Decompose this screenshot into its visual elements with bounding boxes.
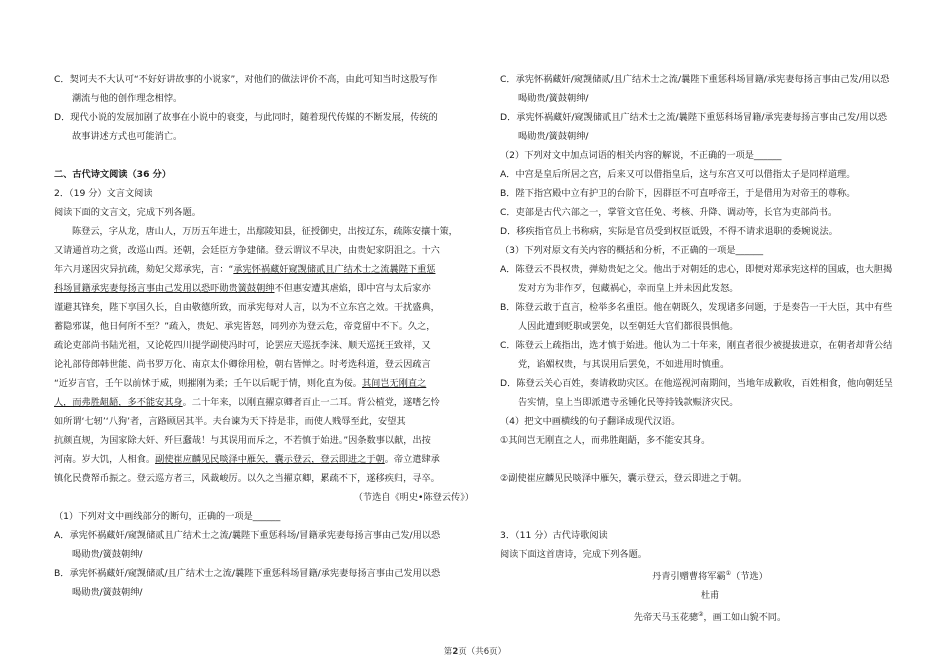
poem-line-text: ，画工如山貌不同。 bbox=[703, 612, 787, 624]
q2-3-option-d-line2: 告实情，皇上当即派遣寺丞锺化民等持钱款赈济灾民。 bbox=[518, 397, 739, 408]
q2-1-option-a-line2: 喝勋贵/簧鼓朝绅/ bbox=[72, 549, 143, 560]
footer-mid: 页（共 bbox=[458, 647, 484, 657]
option-c-line1: C．契诃夫不大认可“不好好讲故事的小说家”，对他们的做法评价不高，由此可知当时这股写作 bbox=[54, 74, 438, 85]
option-d-line1: D．现代小说的发展加剧了故事在小说中的衰变，与此同时，随着现代传媒的不断发展，传统的 bbox=[54, 112, 438, 123]
question-2-2: （2）下列对文中加点词语的相关内容的解说，不正确的一项是______ bbox=[500, 150, 782, 161]
q2-2-option-b: B．陛下指宫殿中立有护卫的台阶下，因群臣不可直呼帝王，于是借用为对帝王的尊称。 bbox=[500, 188, 856, 199]
q2-2-option-a: A．中宫是皇后所居之宫，后来又可以借指皇后，这与东宫又可以借指太子是同样道理。 bbox=[500, 169, 856, 180]
q2-3-option-c-line1: C．陈登云上疏指出，选才慎于始进。他认为二十年来，刚直者很少被提拔进京，在朝者却背公结 bbox=[500, 340, 893, 351]
passage-line: 论礼部侍郎韩世能、尚书罗万化、南京太仆卿徐用检，朝右皆惮之。时考选科道，登云因疏言 bbox=[54, 359, 431, 370]
underlined-passage: 承宪怀祸藏奸窥觊储贰且广结术士之流曩陛下重惩 bbox=[233, 264, 436, 275]
poem-title bbox=[500, 564, 920, 586]
q2-1-option-b-line2: 喝勋贵/簧鼓朝绅/ bbox=[72, 587, 143, 598]
question-2-3: （3）下列对原文有关内容的概括和分析，不正确的一项是______ bbox=[500, 245, 764, 256]
right-column bbox=[500, 70, 920, 627]
passage-text: 因条数事以献，出按 bbox=[348, 435, 431, 446]
left-column bbox=[54, 70, 474, 602]
q2-3-option-c-line2: 党，谄媚权贵，与其误用后罢免，不如进用时慎重。 bbox=[518, 359, 730, 370]
underlined-passage: 科场冒籍承宪妻每扬言事由己发用以恐吓勋贵簧鼓朝绅 bbox=[54, 283, 275, 294]
q2-4-sentence-2: ②副使崔应麟见民啖泽中雁矢，囊示登云，登云即进之于朝。 bbox=[500, 473, 748, 484]
question-2-instruction: 阅读下面的文言文，完成下列各题。 bbox=[54, 207, 201, 218]
question-2-1: （1）下列对文中画线部分的断句，正确的一项是______ bbox=[54, 511, 281, 522]
passage-text: 年六月遂因灾异抗疏，劾妃父郑承宪，言：“ bbox=[54, 264, 234, 275]
q2-1-option-a-line1: A．承宪怀祸藏奸/窥觊储贰且广结术士之流/曩陛下重惩科场/冒籍承宪妻每扬言事由己发/用以恐 bbox=[54, 530, 441, 541]
passage-text: 不但惠安遭其虐焰，即中宫与太后家亦 bbox=[274, 283, 431, 294]
q2-1-option-c-line1: C．承宪怀祸藏奸/窥觊储贰/且广结术士之流/曩陛下重惩科场冒籍/承宪妻每扬言事由己发/用以恐 bbox=[500, 74, 890, 85]
passage-text: 河南。岁大饥，人相食。 bbox=[54, 454, 156, 465]
question-3-heading: 3．（11 分）古代诗歌阅读 bbox=[500, 530, 608, 541]
passage-source: （节选自《明史•陈登云传》） bbox=[353, 492, 474, 503]
passage-line: 蓄隐邪谋，他日何所不至？”疏入，贵妃、承宪皆怒，同列亦为登云危，帝竟留中不下。久之， bbox=[54, 321, 436, 332]
underlined-sentence-1: 其间岂无刚直之 bbox=[361, 378, 427, 389]
passage-line bbox=[54, 450, 474, 469]
passage-text: “近岁言官，壬午以前怵于威，则摧刚为柔；壬午以后昵于情，则化直为佞。 bbox=[54, 378, 362, 389]
question-2-4: （4）把文中画横线的句子翻译成现代汉语。 bbox=[500, 416, 681, 427]
footer-suffix: 页） bbox=[489, 647, 507, 657]
poem-author: 杜甫 bbox=[700, 590, 720, 602]
footer-prefix: 第 bbox=[443, 647, 453, 657]
passage-line bbox=[54, 260, 474, 279]
passage-text: 抗颜直规，为国家除大奸、歼巨蠢哉！与其误用而斥之，不若慎于始进。” bbox=[54, 435, 349, 446]
q2-1-option-d-line1: D．承宪怀祸藏奸/窥觊储贰且广结术士之流/曩陛下重惩科场冒籍/承宪妻每扬言事由己发/用以恐 bbox=[500, 112, 887, 123]
passage-line bbox=[54, 393, 474, 412]
page-footer bbox=[0, 645, 950, 657]
answer-space bbox=[500, 488, 920, 507]
poem-line-text: 先帝天马玉花骢 bbox=[633, 612, 699, 624]
footer-page-number: 2 bbox=[452, 647, 459, 657]
q2-1-option-b-line1: B．承宪怀祸藏奸/窥觊储贰/且广结术士之流/曩陛下重惩科场冒籍/承宪妻每扬言事由己发用以恐 bbox=[54, 568, 441, 579]
q2-4-sentence-1: ①其间岂无刚直之人，而弗胜龃龉，多不能安其身。 bbox=[500, 435, 711, 446]
passage-line: 又请通首功之赏，改巡山西。还朝，会廷臣方争建储。登云谓议不早决，由贵妃家阴沮之。十六 bbox=[54, 245, 440, 256]
passage-line bbox=[54, 374, 474, 393]
q2-1-option-c-line2: 喝勋贵/簧鼓朝绅/ bbox=[518, 93, 589, 104]
passage-line bbox=[54, 431, 474, 450]
passage-text: 。帝立遣肆承 bbox=[384, 454, 440, 465]
q2-2-option-c: C．吏部是古代六部之一，掌管文官任免、考核、升降、调动等，长官为吏部尚书。 bbox=[500, 207, 838, 218]
option-c-line2: 潮流与他的创作理念相悖。 bbox=[72, 93, 183, 104]
option-d-line2: 故事讲述方式也可能消亡。 bbox=[72, 131, 183, 142]
poem-excerpt-mark: （节选） bbox=[731, 571, 768, 583]
section-title: 二、古代诗文阅读（36 分） bbox=[54, 169, 172, 180]
footnote-mark: ② bbox=[698, 611, 704, 619]
passage-line: 疏论吏部尚书陆光祖，又论乾四川提学副使冯时可，论罢应天巡抚李涞、顺天巡抚王致祥，又 bbox=[54, 340, 431, 351]
passage-line: 谨避其锋矣，陛下享国久长，自由敬德所致，而承宪每对人言，以为不立东宫之效。干扰盛典， bbox=[54, 302, 440, 313]
poem-line bbox=[500, 605, 920, 627]
question-2-heading: 2．（19 分）文言文阅读 bbox=[54, 188, 153, 199]
footnote-mark: ① bbox=[725, 570, 732, 577]
answer-space bbox=[500, 450, 920, 469]
footer-total-pages: 6 bbox=[483, 647, 490, 657]
q2-3-option-a-line2: 发对方为非作歹，包藏祸心，幸而皇上并未因此发怒。 bbox=[518, 283, 739, 294]
poem-title-text: 丹青引赠曹将军霸 bbox=[652, 571, 726, 583]
passage-line bbox=[54, 279, 474, 298]
spacer bbox=[54, 146, 474, 165]
answer-space bbox=[500, 507, 920, 526]
q2-3-option-b-line2: 人因此遭到贬职或罢免，以至朝廷大官们都很畏惧他。 bbox=[518, 321, 739, 332]
q2-2-option-d: D．移疾指官员上书称病，实际是官员受到权臣诋毁，不得不请求退职的委婉说法。 bbox=[500, 226, 838, 237]
q2-3-option-b-line1: B．陈登云敢于直言，检举多名重臣。他在朝既久，发现诸多问题，于是奏告一干大臣，其中有些 bbox=[500, 302, 893, 313]
passage-text: 。二十年来，以刚直擢京卿者百止一二耳。背公植党，遂嗜乞怜 bbox=[182, 397, 440, 408]
q2-3-option-d-line1: D．陈登云关心百姓，奏请救助灾区。在他巡视河南期间，当地年成歉收，百姓相食，他向朝廷呈 bbox=[500, 378, 893, 389]
q2-1-option-d-line2: 喝勋贵/簧鼓朝绅/ bbox=[518, 131, 589, 142]
passage-line: 陈登云，字从龙，唐山人，万历五年进士，出鄢陵知县，征授御史，出按辽东，疏陈安攘十策， bbox=[72, 226, 458, 237]
passage-line: 镇化民费帑币振之。登云巡方者三，风裁峻厉。以久之当擢京卿，累疏不下，遂移疾归，寻卒。 bbox=[54, 473, 440, 484]
passage-line: 如所谓‘七轫’‘八狗’者，言路顾居其半。夫台谏为天下持是非，而使人贱辱至此，安望其 bbox=[54, 416, 406, 427]
underlined-sentence-2: 副使崔应麟见民啖泽中雁矢，囊示登云，登云即进之于朝 bbox=[155, 454, 385, 465]
q2-3-option-a-line1: A．陈登云不畏权贵，弹劾贵妃之父。他出于对朝廷的忠心，即便对郑承宪这样的国戚，也大胆揭 bbox=[500, 264, 893, 275]
underlined-sentence-1: 人，而弗胜龃龉，多不能安其身 bbox=[54, 397, 183, 408]
question-3-instruction: 阅读下面这首唐诗，完成下列各题。 bbox=[500, 549, 647, 560]
